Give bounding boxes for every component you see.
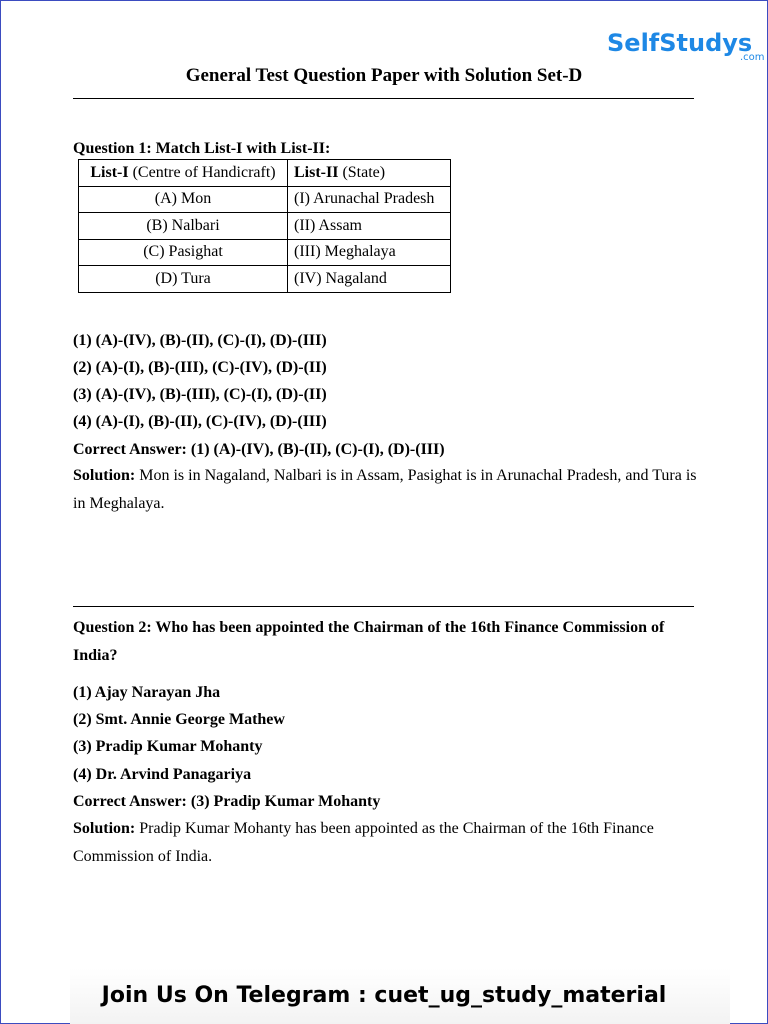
- q2-option-3: (3) Pradip Kumar Mohanty: [73, 738, 263, 755]
- q2-option-4: (4) Dr. Arvind Panagariya: [73, 766, 252, 783]
- match-table: [78, 159, 451, 293]
- table-cell-left: (C) Pasighat: [79, 239, 288, 266]
- table-header-row: [79, 160, 451, 187]
- question-divider: [73, 606, 694, 607]
- solution-label: Solution:: [73, 820, 136, 837]
- q2-option-1: (1) Ajay Narayan Jha: [73, 684, 221, 701]
- table-cell-left: (D) Tura: [79, 266, 288, 293]
- table-row: [79, 239, 451, 266]
- solution-text: Pradip Kumar Mohanty has been appointed as the Chairman of the 16th Finance Commission of India.: [73, 820, 654, 865]
- q2-correct-answer: Correct Answer: (3) Pradip Kumar Mohanty: [73, 793, 381, 810]
- q1-option-2: (2) (A)-(I), (B)-(III), (C)-(IV), (D)-(II): [73, 359, 327, 376]
- telegram-footer-link[interactable]: Join Us On Telegram : cuet_ug_study_material: [101, 983, 667, 1008]
- q1-option-4: (4) (A)-(I), (B)-(II), (C)-(IV), (D)-(III): [73, 413, 327, 430]
- q2-solution: [73, 815, 698, 871]
- q1-option-3: (3) (A)-(IV), (B)-(III), (C)-(I), (D)-(II): [73, 386, 327, 403]
- q1-correct-answer: Correct Answer: (1) (A)-(IV), (B)-(II), (C)-(I), (D)-(III): [73, 441, 445, 458]
- solution-text: Mon is in Nagaland, Nalbari is in Assam, Pasighat is in Arunachal Pradesh, and Tura is in Meghalaya.: [73, 467, 697, 512]
- table-cell-right: (I) Arunachal Pradesh: [288, 186, 451, 213]
- question-2-heading: Question 2: Who has been appointed the Chairman of the 16th Finance Commission of India?: [73, 619, 665, 664]
- table-header-list-1: List-I (Centre of Handicraft): [79, 160, 288, 187]
- table-cell-right: (II) Assam: [288, 213, 451, 240]
- table-cell-left: (A) Mon: [79, 186, 288, 213]
- table-header-list-2: List-II (State): [288, 160, 451, 187]
- q1-solution: [73, 462, 698, 518]
- table-cell-right: (IV) Nagaland: [288, 266, 451, 293]
- title-divider: [73, 98, 694, 99]
- logo-text: SelfStudys: [607, 29, 753, 57]
- table-row: [79, 213, 451, 240]
- question-1-heading: Question 1: Match List-I with List-II:: [73, 140, 331, 157]
- table-row: [79, 186, 451, 213]
- table-row: [79, 266, 451, 293]
- table-cell-right: (III) Meghalaya: [288, 239, 451, 266]
- table-cell-left: (B) Nalbari: [79, 213, 288, 240]
- q2-option-2: (2) Smt. Annie George Mathew: [73, 711, 285, 728]
- q1-option-1: (1) (A)-(IV), (B)-(II), (C)-(I), (D)-(III): [73, 332, 327, 349]
- selfstudys-logo[interactable]: [607, 28, 767, 68]
- logo-suffix: .com: [740, 52, 765, 63]
- solution-label: Solution:: [73, 467, 136, 484]
- page-title: General Test Question Paper with Solution Set-D: [185, 65, 583, 86]
